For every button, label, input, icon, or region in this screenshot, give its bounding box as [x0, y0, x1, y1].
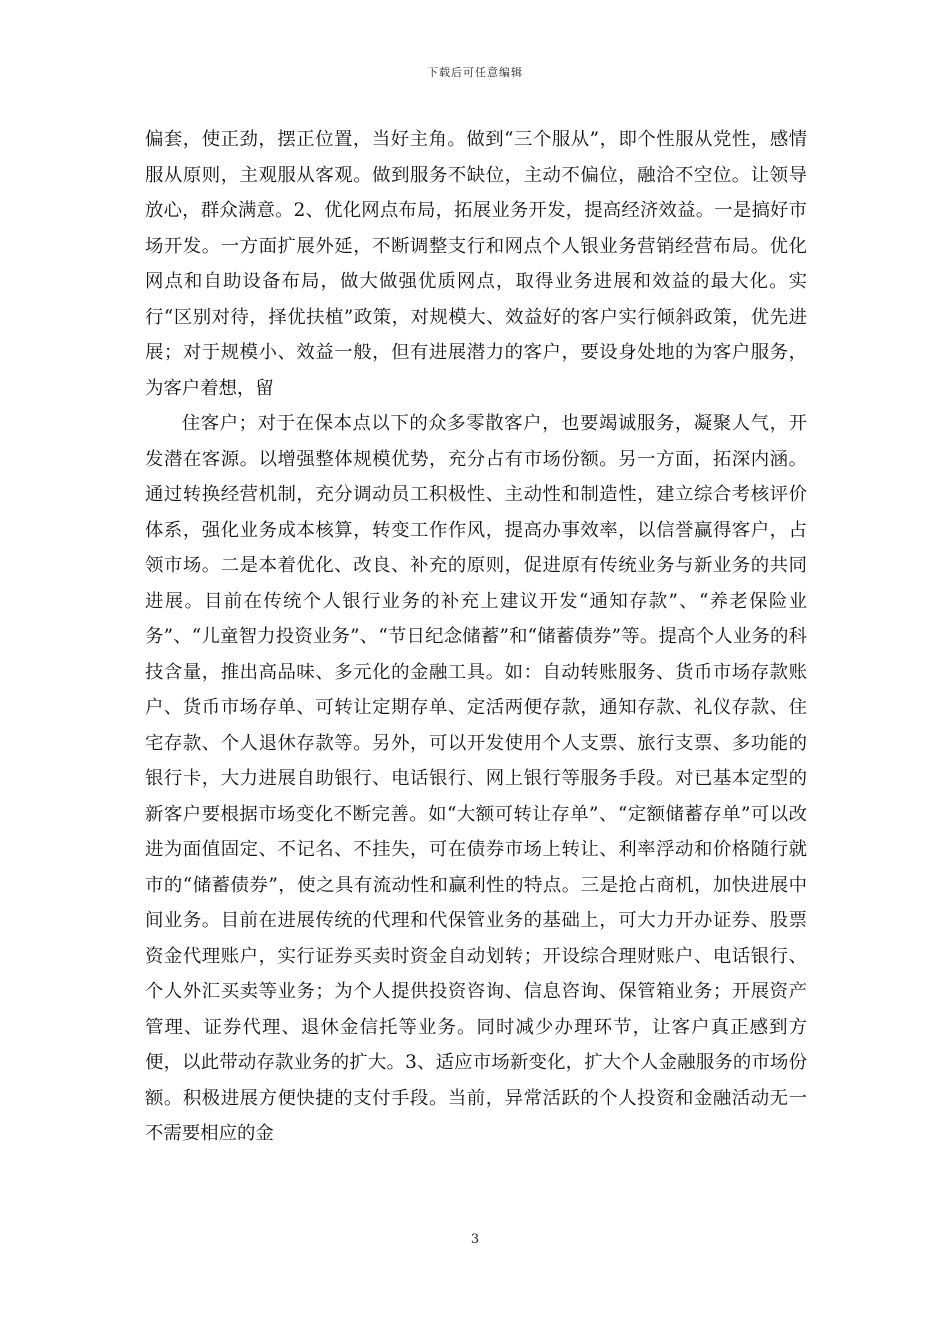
- page-number: 3: [470, 1232, 480, 1247]
- page-header: 下载后可任意编辑: [427, 66, 523, 79]
- body-paragraph-2: 住客户；对于在保本点以下的众多零散客户，也要竭诚服务，凝聚人气，开发潜在客源。以增强整体规模优势，充分占有市场份额。另一方面，拓深内涵。通过转换经营机制，充分调动员工积极性、主动性和制造性，建立综合考核评价体系，强化业务成本核算，转变工作作风，提高办事效率，以信誉赢得客户，占领市场。二是本着优化、改良、补充的原则，促进原有传统业务与新业务的共同进展。目前在传统个人银行业务的补充上建议开发“通知存款”、“养老保险业务”、“儿童智力投资业务”、“节日纪念储蓄”和“储蓄债券”等。提高个人业务的科技含量，推出高品味、多元化的金融工具。如：自动转账服务、货币市场存款账户、货币市场存单、可转让定期存单、定活两便存款，通知存款、礼仪存款、住宅存款、个人退休存款等。另外，可以开发使用个人支票、旅行支票、多功能的银行卡，大力进展自助银行、电话银行、网上银行等服务手段。对已基本定型的新客户要根据市场变化不断完善。如“大额可转让存单”、“定额储蓄存单”可以改进为面值固定、不记名、不挂失，可在债券市场上转让、利率浮动和价格随行就市的“储蓄债券”，使之具有流动性和赢利性的特点。三是抢占商机，加快进展中间业务。目前在进展传统的代理和代保管业务的基础上，可大力开办证券、股票资金代理账户，实行证券买卖时资金自动划转；开设综合理财账户、电话银行、个人外汇买卖等业务；为个人提供投资咨询、信息咨询、保管箱业务；开展资产管理、证券代理、退休金信托等业务。同时减少办理环节，让客户真正感到方便，以此带动存款业务的扩大。3、适应市场新变化，扩大个人金融服务的市场份额。积极进展方便快捷的支付手段。当前，异常活跃的个人投资和金融活动无一不需要相应的金: [145, 413, 807, 1144]
- document-body: [145, 122, 807, 1152]
- body-paragraph-1: 偏套，使正劲，摆正位置，当好主角。做到“三个服从”，即个性服从党性，感情服从原则，主观服从客观。做到服务不缺位，主动不偏位，融洽不空位。让领导放心，群众满意。2、优化网点布局，拓展业务开发，提高经济效益。一是搞好市场开发。一方面扩展外延，不断调整支行和网点个人银业务营销经营布局。优化网点和自助设备布局，做大做强优质网点，取得业务进展和效益的最大化。实行“区别对待，择优扶植”政策，对规模大、效益好的客户实行倾斜政策，优先进展；对于规模小、效益一般，但有进展潜力的客户，要设身处地的为客户服务，为客户着想，留: [145, 129, 807, 399]
